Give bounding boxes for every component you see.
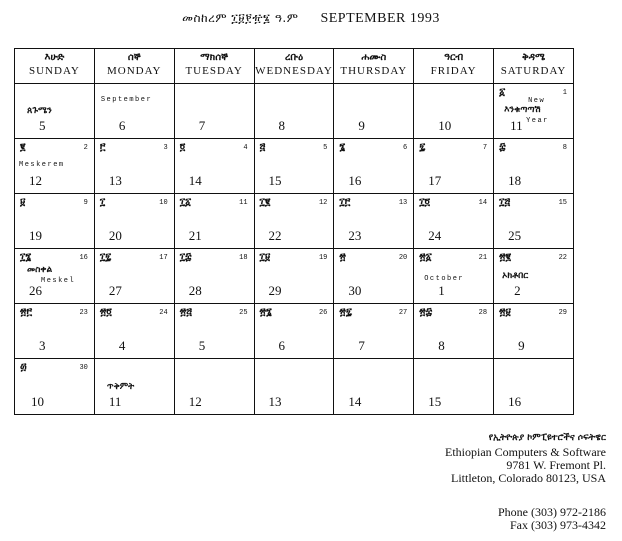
- weekday-header-monday: [94, 49, 174, 84]
- gregorian-date: 8: [438, 338, 445, 353]
- day-cell: [94, 194, 174, 249]
- weekday-ethiopic: ረቡዕ: [284, 52, 304, 63]
- day-cell: [254, 359, 334, 415]
- ethiopic-day-number: 17: [159, 254, 168, 262]
- ethiopic-day: ፲፮: [20, 252, 32, 263]
- gregorian-date: 14: [188, 173, 202, 188]
- day-cell: [414, 249, 494, 304]
- day-cell: [334, 84, 414, 139]
- gregorian-date: 27: [108, 283, 122, 298]
- gregorian-date: 2: [514, 283, 521, 298]
- ethiopic-day-number: 25: [239, 309, 248, 317]
- gregorian-date: 16: [508, 394, 522, 409]
- weekday-ethiopic: ዓርብ: [444, 52, 464, 63]
- day-cell: [174, 84, 254, 139]
- ethiopic-day-number: 20: [398, 254, 408, 262]
- weekday-header-thursday: [334, 49, 414, 84]
- week-row: [15, 304, 574, 359]
- weekday-header-tuesday: [174, 49, 254, 84]
- company-fax: Fax (303) 973-4342: [510, 518, 606, 532]
- day-cell: [494, 84, 574, 139]
- ethiopic-day-number: 15: [558, 199, 567, 207]
- ethiopic-day: ፲፭: [499, 197, 511, 208]
- gregorian-date: 5: [198, 338, 206, 353]
- company-city: Littleton, Colorado 80123, USA: [451, 471, 606, 485]
- day-cell: [174, 249, 254, 304]
- weekday-ethiopic: ሰኞ: [127, 52, 141, 63]
- ethiopic-day-number: 2: [83, 144, 88, 152]
- gregorian-date: 14: [348, 394, 362, 409]
- ethiopic-day: ፲፩: [179, 197, 192, 208]
- ethiopic-day-number: 18: [239, 254, 248, 262]
- day-cell: [174, 304, 254, 359]
- event-note-2: Year: [526, 117, 549, 125]
- gregorian-date: 23: [348, 228, 362, 243]
- gregorian-date: 7: [198, 118, 206, 133]
- day-cell: [174, 139, 254, 194]
- gregorian-date: 10: [31, 394, 44, 409]
- ethiopic-day: ፰: [499, 142, 506, 153]
- event-note: New: [528, 97, 546, 105]
- day-cell: [414, 359, 494, 415]
- ethiopic-day-number: 3: [163, 144, 168, 152]
- ethiopic-note: መስቀል: [27, 265, 53, 275]
- spacer: [380, 485, 606, 506]
- ethiopic-day: ፬: [179, 142, 186, 153]
- weekday-english: SATURDAY: [500, 65, 567, 77]
- day-cell: [15, 139, 95, 194]
- day-cell: [334, 304, 414, 359]
- ethiopic-day-number: 7: [482, 144, 488, 152]
- day-cell: [254, 194, 334, 249]
- gregorian-date: 13: [268, 394, 282, 409]
- ethiopic-day: ፲፯: [99, 252, 112, 263]
- gregorian-date: 21: [188, 228, 202, 243]
- weekday-header-saturday: [494, 49, 574, 84]
- day-cell: [254, 84, 334, 139]
- ethiopic-day-number: 10: [159, 199, 168, 207]
- ethiopic-day-number: 30: [79, 364, 88, 372]
- ethiopic-day-number: 13: [398, 199, 408, 207]
- day-cell: [414, 84, 494, 139]
- title-ethiopic: መስከረም ፲፱፻፹፮ ዓ.ም: [182, 11, 299, 25]
- gregorian-date: 19: [29, 228, 42, 243]
- weekday-english: SUNDAY: [29, 65, 80, 77]
- gregorian-date: 12: [188, 394, 202, 409]
- gregorian-date: 18: [508, 173, 522, 188]
- event-note: Meskel: [41, 277, 76, 285]
- ethiopic-day: ፳፩: [419, 252, 432, 263]
- day-cell: [494, 194, 574, 249]
- ethiopic-day: ፲፪: [259, 197, 271, 208]
- title-english: SEPTEMBER 1993: [320, 11, 440, 26]
- week-row: [15, 249, 574, 304]
- day-cell: [334, 194, 414, 249]
- weekday-header-friday: [414, 49, 494, 84]
- gregorian-date: 5: [39, 118, 46, 133]
- weekday-english: WEDNESDAY: [255, 65, 333, 77]
- ethiopic-day: ፲፱: [259, 252, 271, 263]
- ethiopic-day: ፲: [99, 197, 106, 208]
- gregorian-date: 7: [358, 338, 365, 353]
- ethiopic-day: ፴: [20, 362, 27, 373]
- gregorian-date: 11: [510, 118, 523, 133]
- gregorian-date: 10: [438, 118, 452, 133]
- ethiopic-day: ፲፬: [419, 197, 431, 208]
- ethiopic-day-number: 22: [558, 254, 567, 262]
- day-cell: [174, 194, 254, 249]
- day-cell: [494, 359, 574, 415]
- ethiopic-day: ፱: [20, 197, 26, 208]
- gregorian-date: 4: [118, 338, 126, 353]
- weekday-ethiopic: ቅዳሜ: [521, 52, 546, 63]
- gregorian-date: 8: [278, 118, 286, 133]
- ethiopic-day-number: 26: [318, 309, 328, 317]
- event-note: October: [424, 275, 465, 283]
- weekday-header-row: [15, 49, 574, 84]
- ethiopic-day: ፯: [419, 142, 426, 153]
- day-cell: [174, 359, 254, 415]
- week-row: [15, 84, 574, 139]
- company-phone: Phone (303) 972-2186: [498, 505, 606, 519]
- ethiopic-day-number: 12: [318, 199, 328, 207]
- day-cell: [414, 139, 494, 194]
- weekday-english: THURSDAY: [340, 65, 408, 77]
- gregorian-date: 1: [438, 283, 445, 298]
- gregorian-date: 16: [348, 173, 362, 188]
- company-street: 9781 W. Fremont Pl.: [506, 458, 606, 472]
- day-cell: [414, 194, 494, 249]
- day-cell: [254, 304, 334, 359]
- week-row: [15, 194, 574, 249]
- company-info: [380, 432, 606, 532]
- gregorian-date: 30: [348, 283, 362, 298]
- gregorian-date: 13: [108, 173, 122, 188]
- page-title: [0, 11, 622, 27]
- gregorian-date: 9: [518, 338, 525, 353]
- day-cell: [494, 139, 574, 194]
- ethiopic-day: ፳፰: [419, 307, 433, 318]
- ethiopic-day-number: 8: [562, 144, 567, 152]
- ethiopic-day-number: 28: [478, 309, 488, 317]
- event-note: September: [100, 96, 153, 104]
- ethiopic-day-number: 27: [398, 309, 408, 317]
- week-row: [15, 139, 574, 194]
- ethiopic-day-number: 5: [323, 144, 328, 152]
- gregorian-date: 20: [108, 228, 122, 243]
- ethiopic-day: ፩: [499, 87, 506, 98]
- ethiopic-day-number: 11: [239, 199, 248, 207]
- ethiopic-day: ፳፫: [20, 307, 32, 318]
- ethiopic-note: እንቁጣጣሽ: [504, 105, 541, 115]
- ethiopic-day-number: 1: [562, 89, 567, 97]
- calendar-grid: [14, 48, 574, 415]
- ethiopic-day-number: 4: [243, 144, 248, 152]
- day-cell: [254, 139, 334, 194]
- gregorian-date: 17: [428, 173, 442, 188]
- day-cell: [94, 359, 174, 415]
- day-cell: [15, 359, 95, 415]
- day-cell: [94, 139, 174, 194]
- gregorian-date: 28: [188, 283, 202, 298]
- gregorian-date: 22: [268, 228, 282, 243]
- ethiopic-day: ፳: [339, 252, 346, 263]
- ethiopic-day: ፭: [259, 142, 266, 153]
- gregorian-date: 11: [108, 394, 122, 409]
- event-note: Meskerem: [19, 161, 65, 169]
- weekday-english: FRIDAY: [430, 65, 477, 77]
- weekday-header-wednesday: [254, 49, 334, 84]
- weekday-english: MONDAY: [107, 65, 162, 77]
- gregorian-date: 15: [268, 173, 282, 188]
- ethiopic-day: ፳፭: [179, 307, 192, 318]
- day-cell: [94, 249, 174, 304]
- ethiopic-day-number: 16: [79, 254, 88, 262]
- ethiopic-day-number: 19: [318, 254, 328, 262]
- day-cell: [15, 249, 95, 304]
- gregorian-date: 24: [428, 228, 442, 243]
- company-name-ethiopic: የኢትዮጵያ ኮምፒዩተሮችና ሶፍትዌር: [488, 433, 606, 443]
- weekday-header-sunday: [15, 49, 95, 84]
- gregorian-date: 26: [29, 283, 42, 298]
- ethiopic-note: ኦክቶበር: [502, 271, 529, 281]
- day-cell: [494, 249, 574, 304]
- weekday-ethiopic: ማክሰኞ: [200, 52, 229, 63]
- day-cell: [414, 304, 494, 359]
- day-cell: [94, 84, 174, 139]
- ethiopic-day: ፳፪: [499, 252, 511, 263]
- ethiopic-day: ፪: [20, 142, 26, 153]
- ethiopic-note: ጰጉሜን: [27, 106, 52, 116]
- gregorian-date: 9: [358, 118, 365, 133]
- gregorian-date: 12: [29, 173, 42, 188]
- ethiopic-day-number: 14: [478, 199, 488, 207]
- weekday-ethiopic: እሁድ: [44, 52, 65, 63]
- ethiopic-day: ፳፮: [259, 307, 272, 318]
- gregorian-date: 25: [508, 228, 522, 243]
- ethiopic-day-number: 29: [558, 309, 567, 317]
- company-name: Ethiopian Computers & Software: [445, 445, 606, 459]
- weekday-ethiopic: ሐሙስ: [361, 52, 387, 63]
- ethiopic-day: ፳፱: [499, 307, 511, 318]
- day-cell: [334, 139, 414, 194]
- day-cell: [254, 249, 334, 304]
- day-cell: [494, 304, 574, 359]
- day-cell: [334, 359, 414, 415]
- ethiopic-day: ፲፫: [339, 197, 351, 208]
- ethiopic-day: ፳፯: [339, 307, 352, 318]
- ethiopic-note: ጥቅምት: [106, 382, 135, 392]
- ethiopic-day-number: 23: [79, 309, 88, 317]
- day-cell: [15, 304, 95, 359]
- gregorian-date: 29: [268, 283, 282, 298]
- weekday-english: TUESDAY: [185, 65, 243, 77]
- gregorian-date: 15: [428, 394, 442, 409]
- ethiopic-day-number: 24: [159, 309, 168, 317]
- day-cell: [15, 84, 95, 139]
- ethiopic-day: ፳፬: [99, 307, 112, 318]
- week-row: [15, 359, 574, 415]
- day-cell: [94, 304, 174, 359]
- gregorian-date: 3: [39, 338, 46, 353]
- gregorian-date: 6: [278, 338, 286, 353]
- ethiopic-day-number: 9: [83, 199, 88, 207]
- ethiopic-day: ፲፰: [179, 252, 192, 263]
- ethiopic-day-number: 6: [403, 144, 408, 152]
- ethiopic-day-number: 21: [478, 254, 488, 262]
- ethiopic-day: ፮: [339, 142, 346, 153]
- gregorian-date: 6: [118, 118, 126, 133]
- day-cell: [334, 249, 414, 304]
- day-cell: [15, 194, 95, 249]
- ethiopic-day: ፫: [99, 142, 106, 153]
